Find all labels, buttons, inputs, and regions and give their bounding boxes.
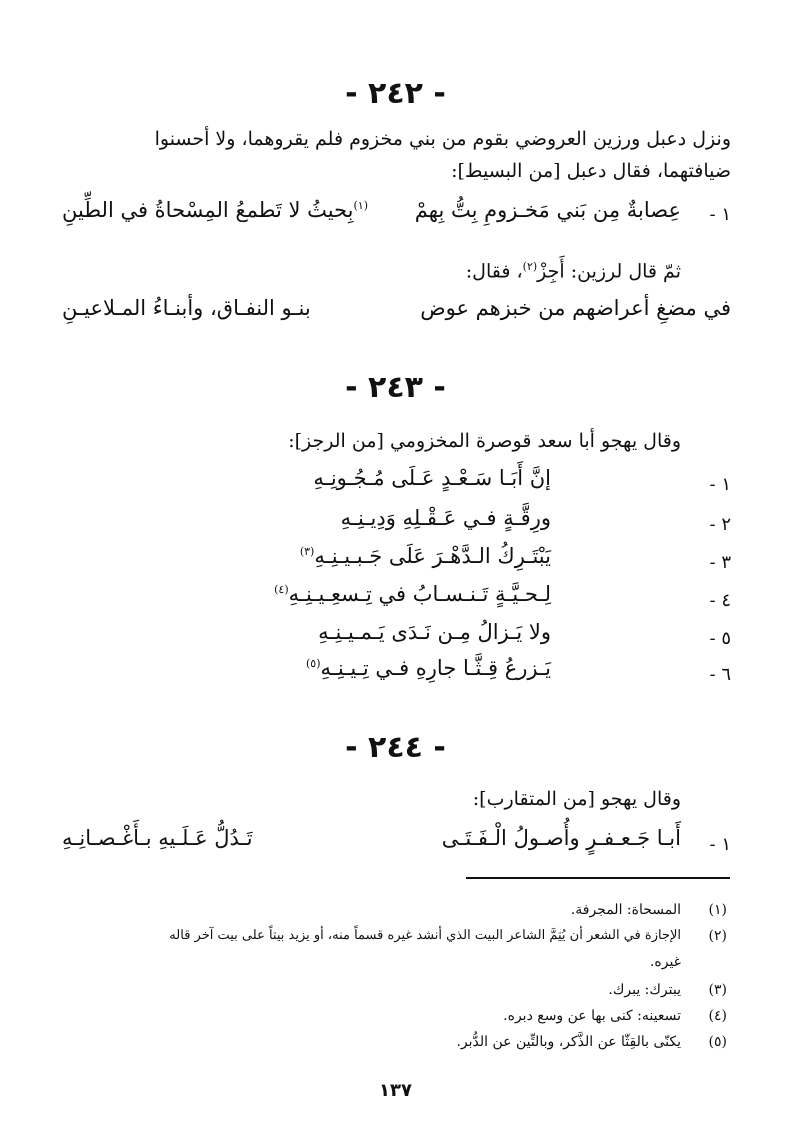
verse-line bbox=[341, 506, 551, 530]
verse-text: يَـزرعُ قِـثَّـا جارِهِ فـي تِـيـنِـهِ bbox=[320, 656, 551, 680]
verse-hemistich-first: في مضغِ أعراضهم من خبزهم عوض bbox=[420, 296, 731, 320]
page-number: ١٣٧ bbox=[379, 1080, 412, 1101]
verse-number: ٣ - bbox=[709, 552, 731, 573]
footnote-text-cont: غيره. bbox=[649, 954, 681, 970]
section-244-intro: وقال يهجو [من المتقارب]: bbox=[472, 788, 681, 810]
footnote-text: الإجازة في الشعر أن يُتِمَّ الشاعر البيت الذي أنشد غيره قسماً منه، أو يزيد بيتاً على بيت آخر قاله bbox=[169, 928, 681, 943]
footnote-number: (٤) bbox=[708, 1008, 727, 1024]
mid-text-end: ، فقال: bbox=[465, 260, 523, 283]
verse-number: ١ - bbox=[709, 204, 731, 225]
verse-line bbox=[274, 582, 551, 606]
verse-text: يَبْتَـرِكُ الـدَّهْـرَ عَلَى جَـبـيـنِـهِ bbox=[314, 544, 551, 568]
verse-hemistich-first: عِصابةٌ مِن بَني مَخـزومِ بِتُّ بِهمْ bbox=[414, 198, 681, 222]
footnote-number: (٢) bbox=[708, 928, 727, 944]
footnote-marker: (٢) bbox=[522, 260, 538, 273]
verse-line bbox=[300, 544, 551, 568]
verse-number: ٢ - bbox=[709, 514, 731, 535]
footnote-text: يكنّى بالقِثّا عن الذَّكر، وبالتِّين عن الدُّبر. bbox=[456, 1034, 681, 1050]
verse-hemistich-second: تَـدُلُّ عَـلَـيهِ بـأَغْـصـانِـهِ bbox=[62, 826, 253, 850]
verse-number: ١ - bbox=[709, 474, 731, 495]
verse-hemistich-first: أَبـا جَـعـفـرٍ وأُصـولُ الْـفَـتَـى bbox=[441, 826, 681, 850]
section-number-242: - ٢٤٢ - bbox=[345, 76, 446, 111]
section-243-intro: وقال يهجو أبا سعد قوصرة المخزومي [من الرجز]: bbox=[288, 430, 681, 452]
footnote-separator bbox=[466, 877, 730, 879]
mid-text: ثمّ قال لرزين: أَجِزْ bbox=[537, 260, 681, 283]
verse-text: لِـحـيَّـةٍ تَـنـسـابُ في تِـسعِـيـنِـهِ bbox=[288, 582, 551, 606]
verse-number: ١ - bbox=[709, 834, 731, 855]
section-242-intro: ونزل دعبل ورزين العروضي بقوم من بني مخزوم فلم يقروهما، ولا أحسنوا bbox=[154, 128, 731, 150]
verse-hemistich-second: بنـو النفـاق، وأبنـاءُ المـلاعيـنِ bbox=[62, 296, 311, 320]
footnote-text: المسحاة: المجرفة. bbox=[570, 902, 681, 918]
footnote-number: (٣) bbox=[708, 982, 727, 998]
verse-text: إنَّ أَبَـا سَـعْـدٍ عَـلَى مُـجُـونِـهِ bbox=[313, 466, 551, 490]
verse-text: ورِقَّـةٍ فـي عَـقْـلِهِ وَدِيـنِـهِ bbox=[340, 506, 551, 530]
section-number-243: - ٢٤٣ - bbox=[345, 370, 446, 405]
footnote-number: (١) bbox=[708, 902, 727, 918]
verse-number: ٤ - bbox=[709, 590, 731, 611]
footnote-number: (٥) bbox=[708, 1034, 727, 1050]
footnote-text: يبترك: يبرك. bbox=[608, 982, 681, 998]
verse-text: ولا يَـزالُ مِـن نَـدَى يَـمـيـنِـهِ bbox=[318, 620, 551, 644]
section-number-244: - ٢٤٤ - bbox=[345, 730, 446, 765]
footnote-marker: (١) bbox=[353, 199, 369, 212]
verse-line bbox=[313, 466, 551, 490]
verse-hemistich-text: بِحيثُ لا تَطمعُ المِسْحاةُ في الطِّينِ bbox=[62, 198, 354, 222]
footnote-text: تسعينه: كنى بها عن وسع دبره. bbox=[503, 1008, 681, 1024]
footnote-marker: (٤) bbox=[274, 583, 289, 596]
verse-hemistich-second bbox=[62, 198, 368, 222]
section-242-intro-cont: ضيافتهما، فقال دعبل [من البسيط]: bbox=[451, 160, 731, 182]
section-242-mid bbox=[466, 252, 681, 286]
verse-number: ٦ - bbox=[709, 664, 731, 685]
footnote-marker: (٣) bbox=[299, 545, 315, 558]
footnote-marker: (٥) bbox=[305, 657, 321, 670]
verse-line bbox=[306, 656, 551, 680]
verse-number: ٥ - bbox=[709, 628, 731, 649]
verse-line bbox=[318, 620, 551, 644]
